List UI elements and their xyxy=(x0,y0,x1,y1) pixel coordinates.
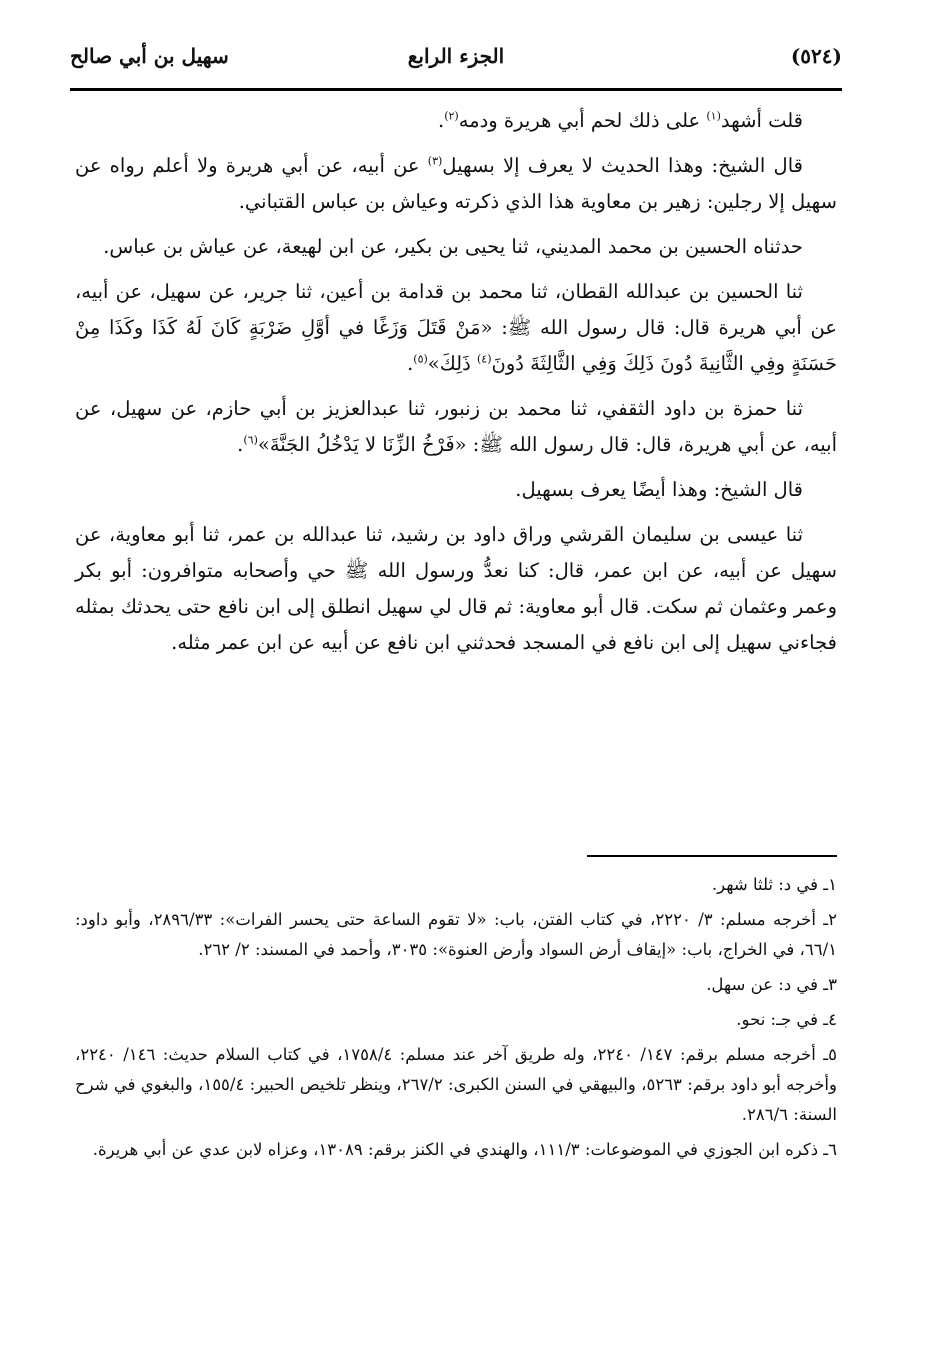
part-title: الجزء الرابع xyxy=(407,44,505,68)
text-run: على ذلك لحم أبي هريرة ودمه xyxy=(458,109,707,132)
running-title: سهيل بن أبي صالح xyxy=(70,44,229,68)
paragraph xyxy=(75,148,837,220)
paragraph xyxy=(75,472,837,508)
paragraph xyxy=(75,229,837,265)
footnote: ٢ـ أخرجه مسلم: ٣/ ٢٢٢٠، في كتاب الفتن، باب: «لا تقوم الساعة حتى يحسر الفرات»: ٢٨٩٦/٣٣، وأبو داود: ٦٦/١، في الخراج، باب: «إيقاف أرض السواد وأرض العنوة»: ٣٠٣٥، وأحمد في المسند: ٢/ ٢٦٢. xyxy=(75,910,837,959)
text-run: قال الشيخ: وهذا أيضًا يعرف بسهيل. xyxy=(515,478,803,501)
text-run: ثنا حمزة بن داود الثقفي، ثنا محمد بن زنبور، ثنا عبدالعزيز بن أبي حازم، عن سهيل، عن أبيه، عن أبي هريرة، قال: قال رسول الله ﷺ: «فَرْخُ الزِّنَا لا يَدْخُلُ الجَنَّةَ» xyxy=(75,397,837,456)
page-number: (٥٢٤) xyxy=(790,44,842,68)
page-header xyxy=(70,40,842,84)
paragraph xyxy=(75,103,837,139)
footnote: ٦ـ ذكره ابن الجوزي في الموضوعات: ١١١/٣، والهندي في الكنز برقم: ١٣٠٨٩، وعزاه لابن عدي عن أبي هريرة. xyxy=(92,1140,837,1159)
text-run: ثنا الحسين بن عبدالله القطان، ثنا محمد بن قدامة بن أعين، ثنا جرير، عن سهيل، عن أبيه، عن أبي هريرة قال: قال رسول الله ﷺ: «مَنْ قَتَلَ وَزَغًا في أوَّلِ ضَرْبَةٍ كَانَ لَهُ كَذَا وكَذَا مِنْ حَسَنَةٍ وفِي الثَّانِيةَ دُونَ ذَلِكَ وَفِي الثَّالِثَةَ دُونَ xyxy=(75,280,837,375)
text-run: . xyxy=(237,433,244,456)
footnote: ١ـ في د: ثلثا شهر. xyxy=(711,875,837,894)
text-run: عن أبيه، عن أبي هريرة ولا أعلم رواه عن سهيل إلا رجلين: زهير بن معاوية هذا الذي ذكرته وعياش بن عباس القتباني. xyxy=(75,154,837,213)
text-run: ذَلِكَ» xyxy=(427,352,477,375)
footnote-ref: (٥) xyxy=(413,352,428,366)
text-run: ثنا عيسى بن سليمان القرشي وراق داود بن رشيد، ثنا عبدالله بن عمر، ثنا أبو معاوية، عن سهيل عن أبيه، عن ابن عمر، قال: كنا نعدُّ ورسول الله ﷺ حي وأصحابه متوافرون: أبو بكر وعمر وعثمان ثم سكت. قال أبو معاوية: ثم قال لي سهيل انطلق إلى ابن نافع حتى يحدثك بمثله فجاءني سهيل إلى ابن نافع في المسجد فحدثني ابن نافع عن أبيه عن ابن عمر مثله. xyxy=(75,523,837,654)
footnote-ref: (٢) xyxy=(444,109,459,123)
footnote: ٥ـ أخرجه مسلم برقم: ١٤٧/ ٢٢٤٠، وله طريق آخر عند مسلم: ١٧٥٨/٤، في كتاب السلام حديث: ١٤٦/ ٢٢٤٠، وأخرجه أبو داود برقم: ٥٢٦٣، والبيهقي في السنن الكبرى: ٢٦٧/٢، وينظر تلخيص الحبير: ١٥٥/٤، والبغوي في شرح السنة: ٢٨٦/٦. xyxy=(75,1045,837,1124)
paragraph xyxy=(75,391,837,463)
footnote: ٣ـ في د: عن سهل. xyxy=(706,975,837,994)
footnote-ref: (٣) xyxy=(427,154,443,168)
footnotes xyxy=(75,870,837,1170)
text-run: . xyxy=(407,352,414,375)
footnote-rule xyxy=(587,855,837,857)
header-rule xyxy=(70,88,842,91)
text-run: . xyxy=(438,109,445,132)
text-run: قلت أشهد xyxy=(720,109,803,132)
footnote-ref: (١) xyxy=(706,109,721,123)
main-text xyxy=(75,103,837,670)
footnote: ٤ـ في جـ: نحو. xyxy=(736,1010,837,1029)
text-run: حدثناه الحسين بن محمد المديني، ثنا يحيى بن بكير، عن ابن لهيعة، عن عياش بن عباس. xyxy=(103,235,803,258)
footnote-ref: (٤) xyxy=(477,352,492,366)
paragraph xyxy=(75,274,837,382)
footnote-ref: (٦) xyxy=(243,433,258,447)
paragraph xyxy=(75,517,837,661)
text-run: قال الشيخ: وهذا الحديث لا يعرف إلا بسهيل xyxy=(442,154,803,177)
